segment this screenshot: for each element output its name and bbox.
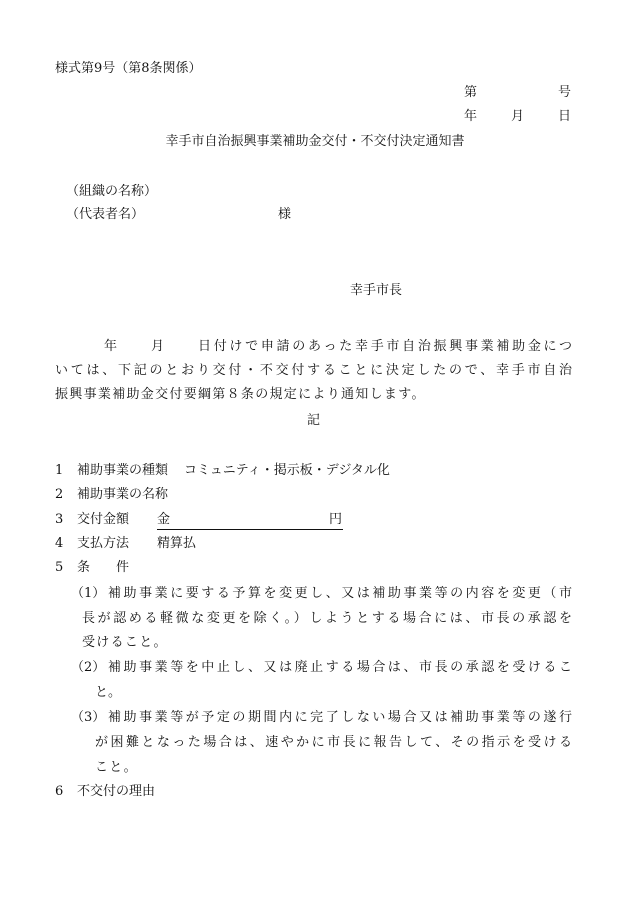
condition-3-line-1: 補助事業等が予定の期間内に完了しない場合又は補助事業等の遂行 (108, 710, 572, 725)
item-4-label: 支払方法 (77, 536, 130, 551)
condition-1-line-3: 受けること。 (82, 635, 168, 650)
body-year: 年 (104, 339, 118, 354)
condition-3-number: （3） (71, 710, 106, 725)
item-5-label: 条 件 (77, 560, 130, 575)
item-1-value: コミュニティ・掲示板・デジタル化 (184, 463, 390, 478)
doc-number-suffix: 号 (558, 85, 572, 100)
condition-1-line-2: 長が認める軽微な変更を除く。）しようとする場合には、市長の承認を (82, 611, 572, 626)
date-month: 月 (511, 109, 525, 124)
body-month: 月 (151, 339, 165, 354)
document-title: 幸手市自治振興事業補助金交付・不交付決定通知書 (165, 134, 465, 149)
condition-2-number: （2） (71, 660, 106, 675)
body-line-3: 振興事業補助金交付要綱第８条の規定により通知します。 (55, 387, 426, 402)
date-year: 年 (464, 109, 478, 124)
item-2-label: 補助事業の名称 (77, 487, 169, 502)
item-2-number: 2 (55, 487, 64, 502)
amount-field (157, 512, 343, 530)
item-1-number: 1 (55, 463, 64, 478)
ki-heading: 記 (307, 413, 321, 428)
item-1-label: 補助事業の種類 (77, 463, 169, 478)
item-4-value: 精算払 (157, 536, 197, 551)
amount-suffix: 円 (329, 512, 343, 527)
item-5-number: 5 (55, 560, 64, 575)
recipient-rep-label: （代表者名） (66, 207, 145, 222)
date-day: 日 (558, 109, 572, 124)
recipient-honorific: 様 (278, 207, 292, 222)
condition-2-line-2: と。 (95, 685, 122, 700)
condition-3-line-2: が困難となった場合は、速やかに市長に報告して、その指示を受ける (95, 735, 572, 750)
item-4-number: 4 (55, 536, 64, 551)
recipient-org-label: （組織の名称） (66, 184, 158, 199)
item-6-label: 不交付の理由 (77, 784, 156, 799)
sender-name: 幸手市長 (350, 283, 403, 298)
condition-1-number: （1） (71, 586, 106, 601)
item-3-number: 3 (55, 512, 64, 527)
body-line-2: いては、下記のとおり交付・不交付することに決定したので、幸手市自治 (55, 363, 572, 378)
condition-2-line-1: 補助事業等を中止し、又は廃止する場合は、市長の承認を受けるこ (108, 660, 572, 675)
condition-3-line-3: こと。 (95, 760, 138, 775)
body-line-1: 日付けで申請のあった幸手市自治振興事業補助金につ (198, 339, 572, 354)
doc-number-prefix: 第 (464, 85, 478, 100)
item-6-number: 6 (55, 784, 64, 799)
form-number: 様式第9号（第8条関係） (55, 61, 202, 76)
condition-1-line-1: 補助事業に要する予算を変更し、又は補助事業等の内容を変更（市 (108, 586, 572, 601)
item-3-label: 交付金額 (77, 512, 130, 527)
amount-prefix: 金 (157, 512, 171, 527)
